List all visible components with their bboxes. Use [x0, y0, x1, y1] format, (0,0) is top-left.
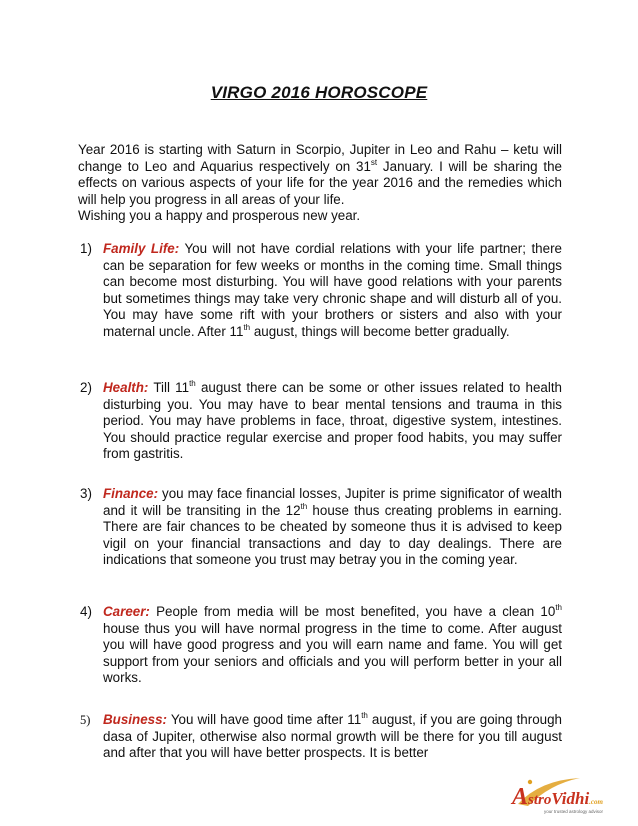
- list-item-career: 4) Career: People from media will be most benefited, you have a clean 10th house thus you will have normal progress in the time to come. After august you will have good progress and you will earn name and fame. You will get support from your seniors and officials and you will perform better in your all works.: [80, 603, 562, 686]
- list-number: 1): [80, 241, 92, 256]
- item-heading: Finance:: [103, 486, 159, 501]
- list-number: 3): [80, 486, 92, 501]
- logo-text-a: A: [512, 784, 529, 810]
- item-heading: Health:: [103, 380, 149, 395]
- intro-wishes: Wishing you a happy and prosperous new year.: [78, 208, 361, 224]
- item-heading: Family Life:: [103, 241, 180, 256]
- list-number: 5): [80, 713, 91, 727]
- item-heading: Career:: [103, 604, 150, 619]
- list-item-business: 5) Business: You will have good time after 11th august, if you are going through dasa of Jupiter, otherwise also normal growth will be there for you till august and after that you will have better prospects. It is better: [80, 711, 562, 761]
- logo-tagline: your trusted astrology advisor: [544, 809, 604, 814]
- list-item-health: 2) Health: Till 11th august there can be some or other issues related to health disturbing you. You may have to bear mental tensions and trauma in this period. You may have problems in face, throat, digestive system, intestines. You should practice regular exercise and proper food habits, you may suffer from gastritis.: [80, 379, 562, 462]
- logo-text-b: stro: [528, 792, 552, 808]
- list-item-family-life: 1) Family Life: You will not have cordial relations with your life partner; there can be separation for few weeks or months in the coming time. Small things can become most disturbing. You will have good relations with your parents but sometimes things may take very chronic shape and will disturb all of you. You may have some rift with your brothers or sisters and also with your maternal uncle. After 11th august, things will become better gradually.: [80, 241, 562, 339]
- list-item-finance: 3) Finance: you may face financial losses, Jupiter is prime significator of wealth and it will be transiting in the 12th house thus creating problems in earning. There are fair chances to be cheated by someone thus it is advised to keep vigil on your financial transactions and day to day dealings. There are indications that someone you trust may betray you in the coming year.: [80, 486, 562, 568]
- list-number: 2): [80, 380, 92, 395]
- intro-section: [78, 142, 562, 225]
- document-title: VIRGO 2016 HOROSCOPE: [210, 83, 428, 102]
- logo-text-c: Vidhi: [551, 789, 590, 808]
- logo-text-d: .com: [589, 798, 603, 806]
- svg-text:AstroVidhi.com: [510, 784, 604, 810]
- item-heading: Business:: [103, 712, 167, 727]
- astrovidhi-logo: [510, 770, 630, 818]
- list-number: 4): [80, 604, 92, 619]
- intro-paragraph: Year 2016 is starting with Saturn in Scorpio, Jupiter in Leo and Rahu – ketu will change to Leo and Aquarius respectively on 31st January. I will be sharing the effects on various aspects of your life for the year 2016 and the remedies which will help you progress in all areas of your life.: [78, 142, 562, 207]
- logo-star-icon: [528, 780, 532, 784]
